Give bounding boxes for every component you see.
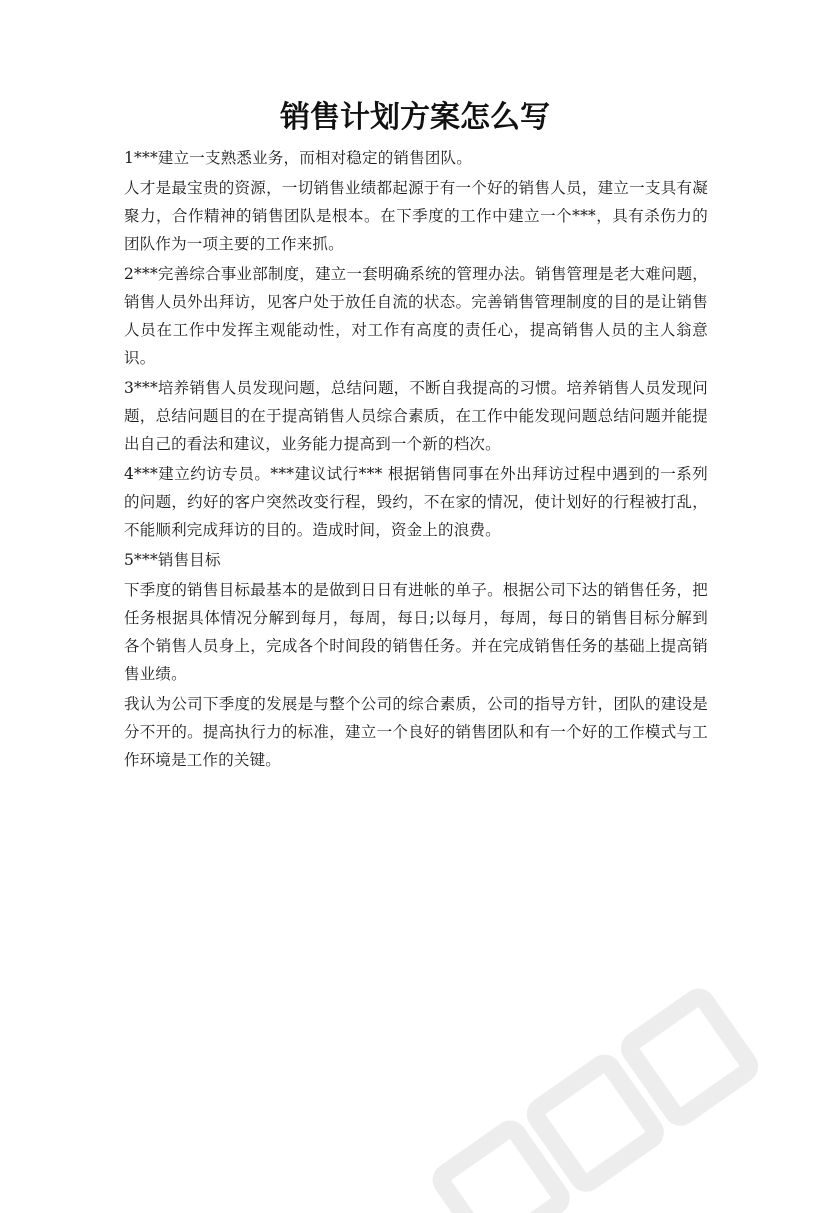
paragraph-7: 下季度的销售目标最基本的是做到日日有进帐的单子。根据公司下达的销售任务，把任务根据具体情况分解到每月，每周，每日;以每月，每周，每日的销售目标分解到各个销售人员身上，完成各个时间段的销售任务。并在完成销售任务的基础上提高销售业绩。 [124, 581, 708, 683]
paragraph-2: 人才是最宝贵的资源，一切销售业绩都起源于有一个好的销售人员，建立一支具有凝聚力，合作精神的销售团队是根本。在下季度的工作中建立一个***，具有杀伤力的团队作为一项主要的工作来抓。 [124, 179, 708, 253]
paragraph-1: 1***建立一支熟悉业务，而相对稳定的销售团队。 [124, 149, 472, 167]
paragraph-6: 5***销售目标 [124, 551, 221, 569]
document-body [124, 144, 708, 776]
paragraph-5: 4***建立约访专员。***建议试行*** 根据销售同事在外出拜访过程中遇到的一系列的问题，约好的客户突然改变行程，毁约，不在家的情况，使计划好的行程被打乱，不能顺利完成拜访的目的。造成时间，资金上的浪费。 [124, 465, 708, 539]
page-title: 销售计划方案怎么写 [280, 100, 550, 135]
paragraph-3: 2***完善综合事业部制度，建立一套明确系统的管理办法。销售管理是老大难问题，销售人员外出拜访，见客户处于放任自流的状态。完善销售管理制度的目的是让销售人员在工作中发挥主观能动性，对工作有高度的责任心，提高销售人员的主人翁意识。 [124, 265, 708, 367]
paragraph-4: 3***培养销售人员发现问题，总结问题，不断自我提高的习惯。培养销售人员发现问题，总结问题目的在于提高销售人员综合素质，在工作中能发现问题总结问题并能提出自己的看法和建议，业务能力提高到一个新的档次。 [124, 379, 708, 453]
watermark-graphic [380, 913, 800, 1213]
paragraph-8: 我认为公司下季度的发展是与整个公司的综合素质，公司的指导方针，团队的建设是分不开的。提高执行力的标准，建立一个良好的销售团队和有一个好的工作模式与工作环境是工作的关键。 [124, 695, 708, 769]
